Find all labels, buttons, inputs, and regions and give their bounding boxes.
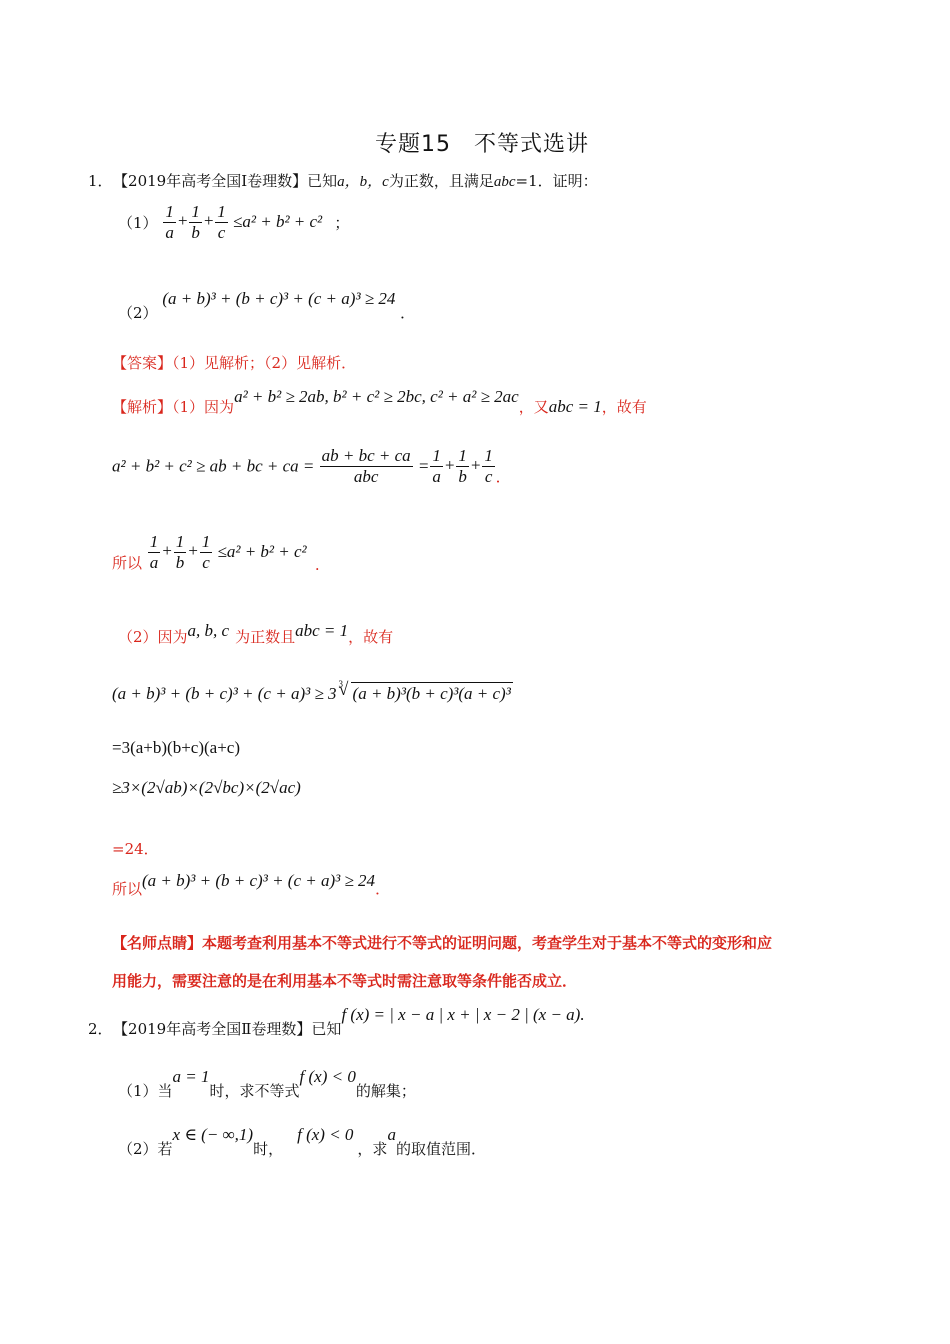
- page-title: 专题15 不等式选讲: [375, 132, 589, 157]
- question-number: 2．: [88, 1020, 113, 1038]
- conclusion-part-2: 所以(a + b)³ + (b + c)³ + (c + a)³ ≥ 24．: [112, 871, 391, 898]
- analysis-part-2-intro: （2）因为a, b, c 为正数且abc = 1，故有: [118, 621, 394, 646]
- answer-tag: 【答案】: [112, 354, 173, 372]
- question-number: 1．: [88, 172, 113, 190]
- question-2-part-1: （1）当a = 1时，求不等式f (x) < 0的解集；: [118, 1067, 416, 1100]
- question-1-part-1: （1） $\frac{1}{a}$ + $\frac{1}{b}$ + $\frac{1}{c}$ ≤a² + b² + c² ；: [118, 202, 350, 242]
- question-2-stem: 2． 【2019年高考全国Ⅱ卷理数】已知f (x) = | x − a | x + | x − 2 | (x − a).: [88, 1005, 585, 1038]
- question-1-stem: 1． 【2019年高考全国Ⅰ卷理数】已知a，b，c为正数，且满足abc=1．证明：: [88, 172, 598, 190]
- question-source: 【2019年高考全国Ⅱ卷理数】: [120, 1020, 312, 1038]
- equation-4: ≥3×(2√ab)×(2√bc)×(2√ac): [112, 778, 301, 797]
- analysis-part-1-intro: 【解析】（1）因为a² + b² ≥ 2ab, b² + c² ≥ 2bc, c² + a² ≥ 2ac，又abc = 1，故有: [112, 387, 647, 416]
- comment-line-2: 用能力，需要注意的是在利用基本不等式时需注意取等条件能否成立．: [112, 972, 578, 990]
- answer-text: （1）见解析；（2）见解析．: [172, 354, 357, 372]
- question-1-part-2: （2） (a + b)³ + (b + c)³ + (c + a)³ ≥ 24 ．: [118, 289, 416, 322]
- part-label: （1）: [118, 213, 158, 232]
- comment-line-1: 【名师点睛】本题考查利用基本不等式进行不等式的证明问题，考查学生对于基本不等式的变形和应: [112, 934, 773, 952]
- comment-tag: 【名师点睛】: [112, 934, 203, 952]
- conclusion-part-1: 所以 $\frac{1}{a}$ + $\frac{1}{b}$ + $\frac{1}{c}$ ≤a² + b² + c² .: [112, 532, 320, 575]
- equation-5: =24．: [112, 840, 159, 858]
- equation-1: a² + b² + c² ≥ ab + bc + ca = $\frac{ab + bc + ca}{\text{abc}}$ = $\frac{1}{a}$ + $\frac{1}{b}$ + $\frac{1}{c}$ .: [112, 446, 501, 487]
- part-1-expression: $\frac{1}{a}$ + $\frac{1}{b}$ + $\frac{1}{c}$ ≤a² + b² + c²: [165, 202, 323, 242]
- question-2-part-2: （2）若x ∈ (− ∞,1)时，f (x) < 0，求a的取值范围．: [118, 1125, 486, 1158]
- part-2-expression: (a + b)³ + (b + c)³ + (c + a)³ ≥ 24: [162, 289, 396, 308]
- equation-2: (a + b)³ + (b + c)³ + (c + a)³ ≥ 3 √ 3 (a + b)³(b + c)³(a + c)³: [112, 682, 513, 704]
- question-source: 【2019年高考全国Ⅰ卷理数】: [120, 172, 308, 190]
- equation-3: =3(a+b)(b+c)(a+c): [112, 738, 240, 757]
- analysis-tag: 【解析】: [112, 398, 173, 416]
- answer-line: [112, 352, 356, 373]
